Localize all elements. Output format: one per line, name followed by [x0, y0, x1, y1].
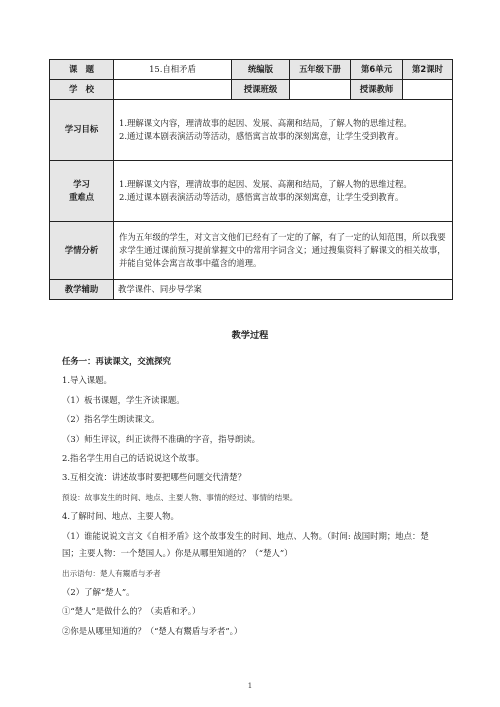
question-1: ①“楚人”是做什么的？（卖盾和矛。） [62, 606, 201, 617]
unit-label: 第6单元 [351, 60, 403, 80]
aids-content: 教学课件、同步导学案 [114, 280, 453, 300]
table-row-school [50, 80, 453, 100]
section-title: 教学过程 [231, 330, 269, 341]
edition-label: 统编版 [232, 60, 290, 80]
goals-item-2: 2.通过课本剧表演活动等活动，感悟寓言故事的深刻寓意，让学生受到教育。 [119, 131, 404, 141]
step-1a: （1）板书课题，学生齐读课题。 [62, 394, 185, 405]
analysis-label: 学情分析 [50, 222, 114, 280]
lesson-plan-table [49, 59, 453, 300]
table-row-topic [50, 60, 453, 80]
period-label: 第2课时 [403, 60, 453, 80]
teacher-value [403, 80, 453, 100]
aids-label: 教学辅助 [50, 280, 114, 300]
step-1c: （3）师生评议，纠正读得不准确的字音，指导朗读。 [62, 433, 260, 444]
keypoints-item-2: 2.通过课本剧表演活动等活动，感悟寓言故事的深刻寓意，让学生受到教育。 [119, 192, 404, 202]
topic-label: 课 题 [50, 60, 114, 80]
step-4a: （1）谁能说说文言文《自相矛盾》这个故事发生的时间、地点、人物。（时间: 战国时期；地点：楚国；主要人物：一个楚国人。）你是从哪里知道的？（“楚人”） [62, 530, 429, 558]
teaching-process [62, 352, 442, 641]
table-row-analysis [50, 222, 453, 280]
class-label: 授课班级 [232, 80, 290, 100]
step-1b: （2）指名学生朗读课文。 [62, 414, 160, 425]
question-2: ②你是从哪里知道的？（“楚人有鬻盾与矛者”。） [62, 625, 243, 636]
step-3: 3.互相交流：讲述故事时要把哪些问题交代清楚？ [62, 472, 246, 483]
step-1: 1.导入课题。 [62, 375, 112, 386]
preset-answer: 预设：故事发生的时间、地点、主要人物、事情的经过、事情的结果。 [62, 492, 298, 502]
keypoints-item-1: 1.理解课文内容，理清故事的起因、发展、高潮和结局，了解人物的思维过程。 [119, 178, 412, 189]
keypoints-label-line1: 学习 [73, 178, 90, 189]
class-value [290, 80, 351, 100]
table-row-aids [50, 280, 453, 300]
shown-sentence: 出示语句：楚人有鬻盾与矛者 [62, 568, 161, 578]
topic-value: 15.自相矛盾 [114, 60, 232, 80]
step-4: 4.了解时间、地点、主要人物。 [62, 511, 179, 522]
school-value [114, 80, 232, 100]
keypoints-content [114, 161, 453, 222]
goals-label: 学习目标 [50, 100, 114, 161]
page-number: 1 [247, 682, 253, 690]
step-4b: （2）了解“楚人”。 [62, 587, 135, 598]
goals-item-1: 1.理解课文内容，理清故事的起因、发展、高潮和结局，了解人物的思维过程。 [119, 117, 412, 128]
keypoints-label-line2: 重难点 [68, 192, 95, 202]
school-label: 学 校 [50, 80, 114, 100]
goals-content [114, 100, 453, 161]
task-heading: 任务一：再读课文，交流探究 [62, 356, 171, 366]
table-row-keypoints [50, 161, 453, 222]
table-row-goals [50, 100, 453, 161]
grade-label: 五年级下册 [290, 60, 351, 80]
analysis-content: 作为五年级的学生，对文言文他们已经有了一定的了解，有了一定的认知范围，所以我要求学生通过课前预习提前掌握文中的常用字词含义；通过搜集资料了解课文的相关故事，并能自觉体会寓言故事中蕴含的道理。 [114, 222, 453, 280]
step-2: 2.指名学生用自己的话说说这个故事。 [62, 453, 204, 464]
keypoints-label [50, 161, 114, 222]
teacher-label: 授课教师 [351, 80, 403, 100]
